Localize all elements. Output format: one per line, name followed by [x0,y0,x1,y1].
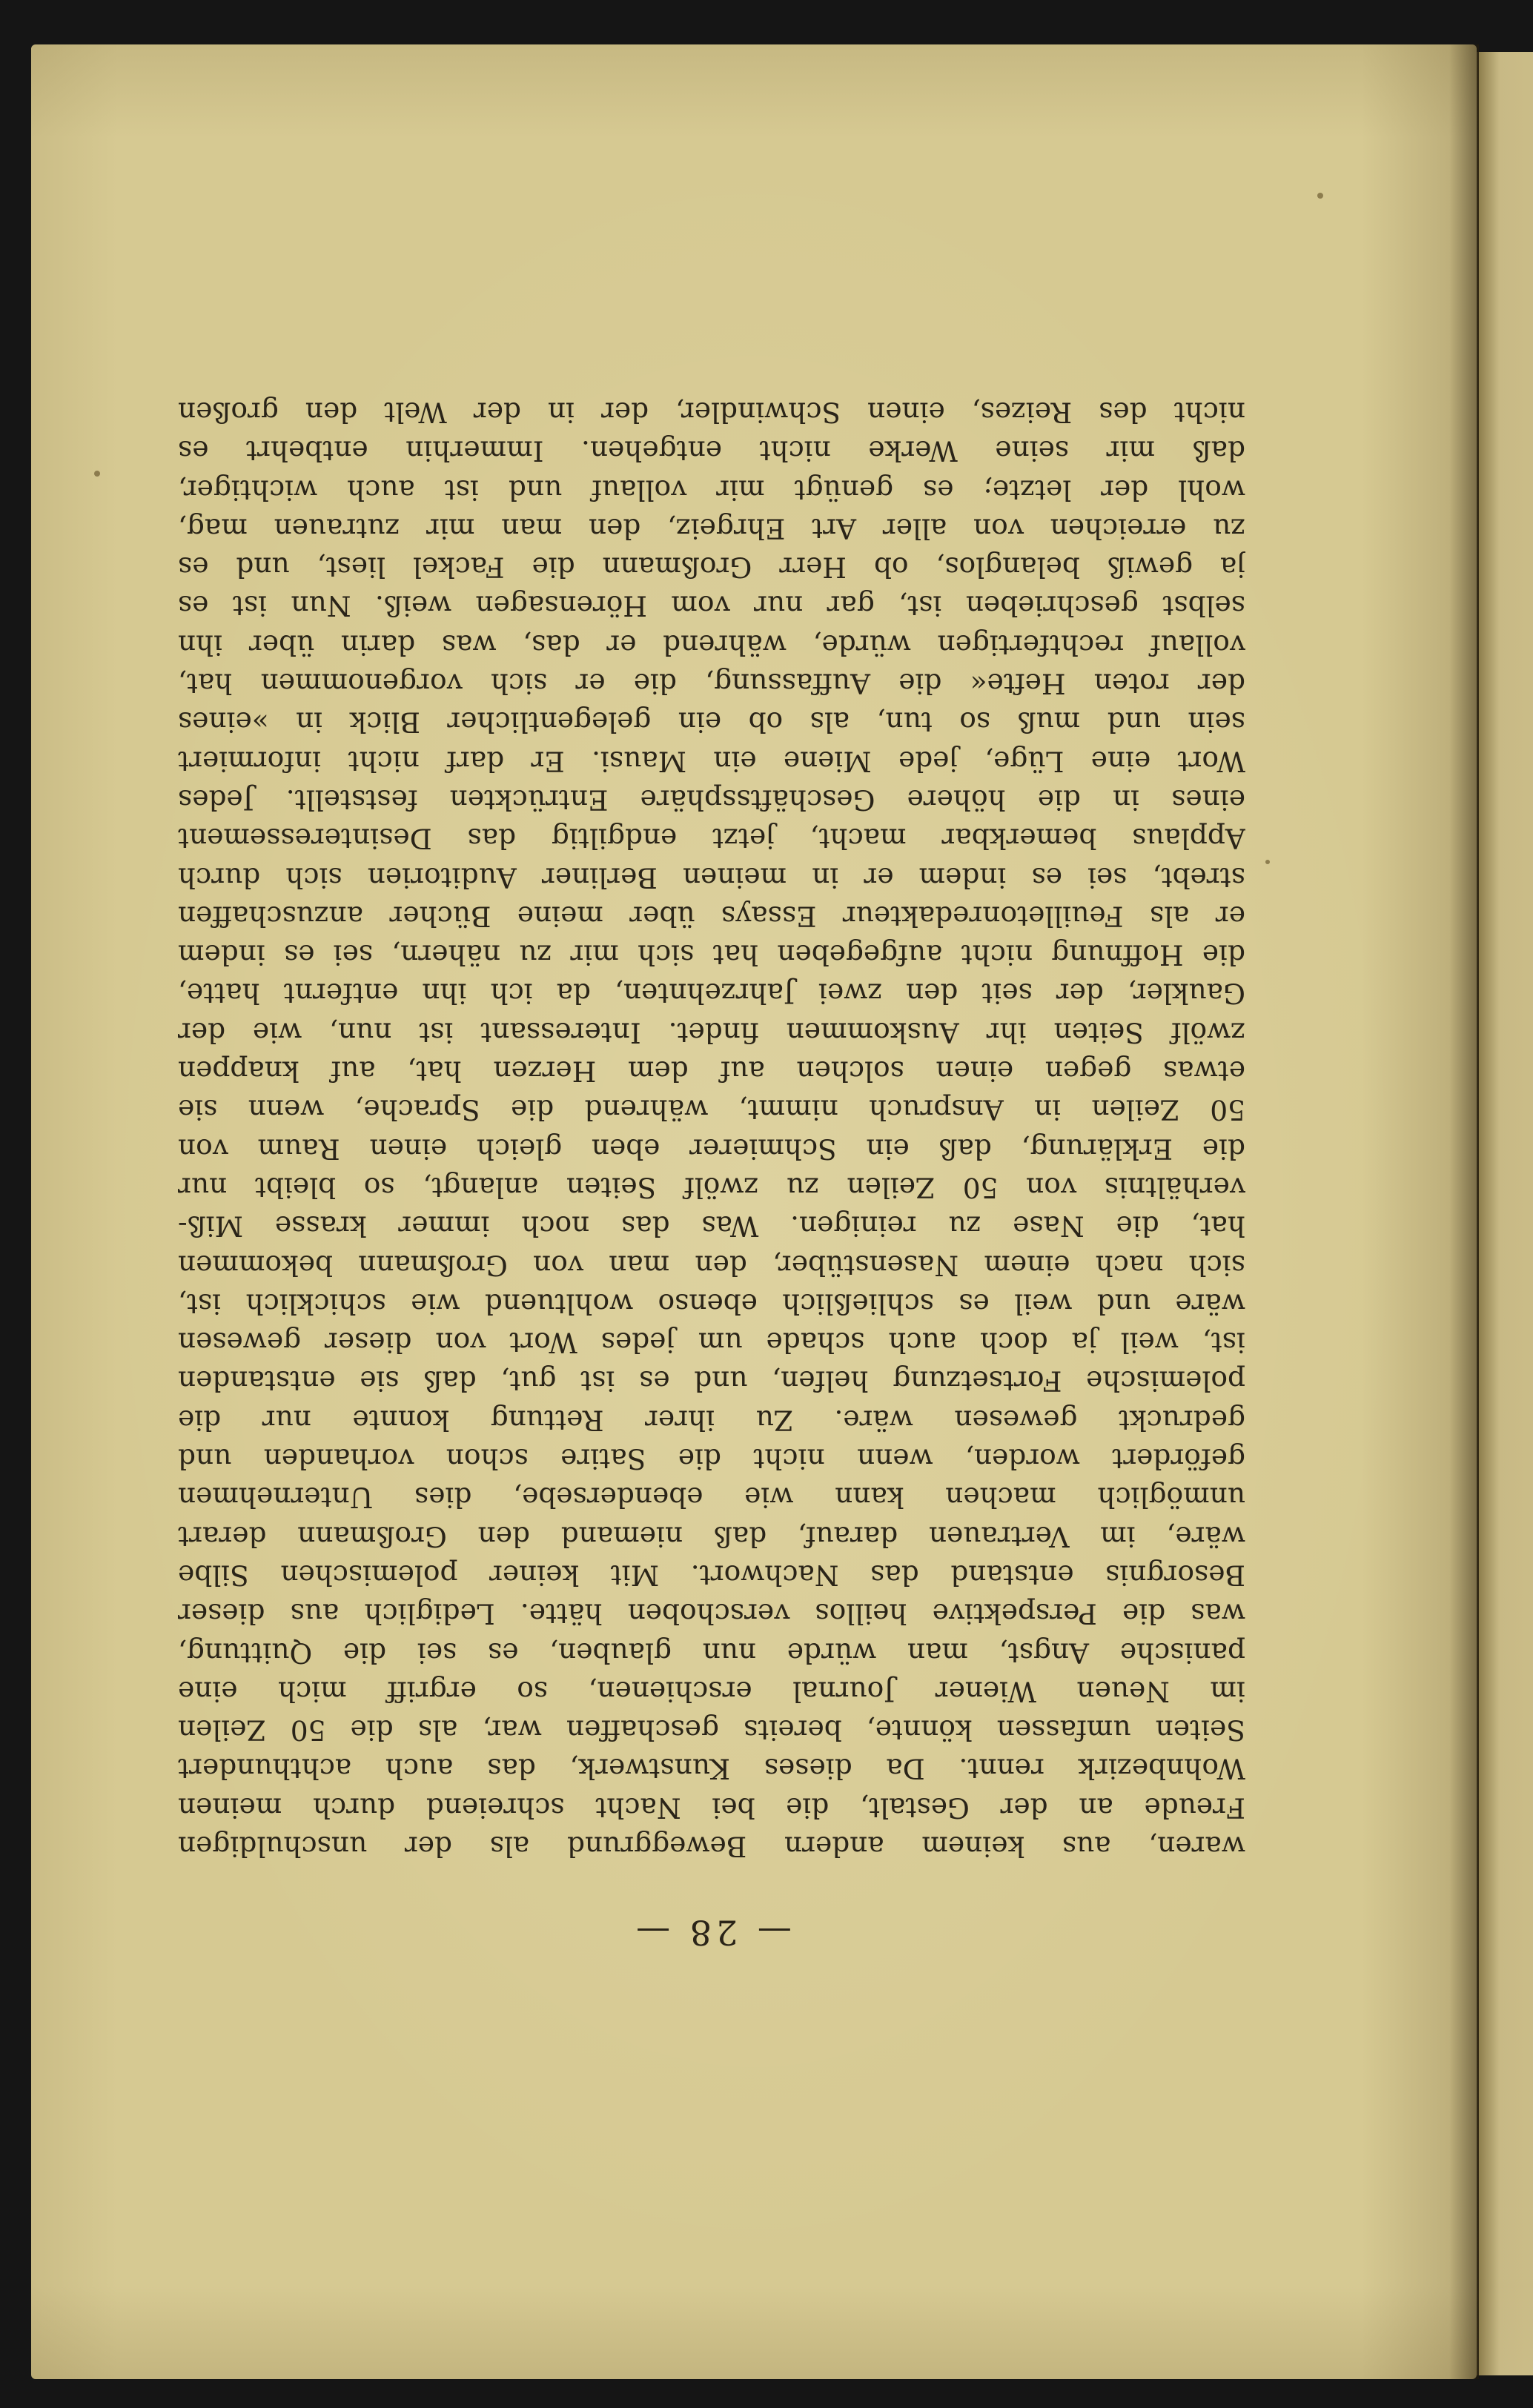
text-line: selbst geschrieben ist, gar nur vom Hörensagen weiß. Nun ist es [178,589,1245,623]
text-line: 50 Zeilen in Anspruch nimmt, während die Sprache, wenn sie [178,1093,1245,1127]
paper-speck [94,471,100,477]
text-line: er als Feuilletonredakteur Essays über meine Bücher anzuschaffen [178,900,1245,933]
text-line: Wort eine Lüge, jede Miene ein Mausi. Er darf nicht informiert [178,744,1245,777]
text-line: sich nach einem Nasenstüber, den man von Großmann bekommen [178,1248,1245,1281]
paper-speck [1265,860,1270,864]
text-line: der roten Hefte« die Auffassung, die er sich vorgenommen hat, [178,667,1245,700]
text-line: gefördert worden, wenn nicht die Satire schon vorhanden und [178,1442,1245,1476]
text-line: Wohnbezirk rennt. Da dieses Kunstwerk, das auch achthundert [178,1752,1245,1785]
text-line: Applaus bemerkbar macht, jetzt endgiltig das Desinteressement [178,822,1245,855]
text-line: im Neuen Wiener Journal erschienen, so ergriff mich eine [178,1675,1245,1708]
text-line: wäre und weil es schließlich ebenso wohltuend wie schicklich ist, [178,1287,1245,1321]
text-line: zu erreichen von aller Art Ehrgeiz, den man mir zutrauen mag, [178,512,1245,545]
text-line: waren, aus keinem andern Beweggrund als der unschuldigen [178,1830,1245,1863]
adjacent-page-edge [1477,52,1533,2375]
text-line: zwölf Seiten ihr Auskommen findet. Interessant ist nun, wie der [178,1016,1245,1049]
text-line: wohl der letzte; es genügt mir vollauf und ist auch wichtiger, [178,473,1245,506]
text-line: Besorgnis entstand das Nachwort. Mit keiner polemischen Silbe [178,1559,1245,1592]
text-line: vollauf rechtfertigen würde, während er das, was darin über ihn [178,628,1245,662]
text-line: strebt, sei es indem er in meinen Berliner Auditorien sich durch [178,860,1245,894]
text-line: ist, weil ja doch auch schade um jedes Wort von dieser gewesen [178,1326,1245,1359]
text-line: was die Perspektive heillos verschoben hätte. Lediglich aus dieser [178,1597,1245,1631]
page-number: — 28 — [632,1912,792,1953]
paper-speck [1317,193,1323,199]
text-line: Seiten umfassen könnte, bereits geschaffen war, als die 50 Zeilen [178,1714,1245,1747]
text-line: die Hoffnung nicht aufgegeben hat sich mir zu nähern, sei es indem [178,938,1245,972]
text-line: Gaukler, der seit den zwei Jahrzehnten, da ich ihn entfernt hatte, [178,977,1245,1010]
text-line: etwas gegen einen solchen auf dem Herzen hat, auf knappen [178,1055,1245,1088]
text-line: nicht des Reizes, einen Schwindler, der in der Welt den großen [178,396,1245,429]
text-line: polemische Fortsetzung helfen, und es ist gut, daß sie entstanden [178,1364,1245,1398]
text-line: sein und muß so tun, als ob ein gelegentlicher Blick in »eines [178,706,1245,739]
text-line: unmöglich machen kann wie ebendersebe, dies Unternehmen [178,1481,1245,1514]
spine-shadow [1449,44,1479,2379]
text-line: wäre, im Vertrauen darauf, daß niemand den Großmann derart [178,1519,1245,1553]
body-text [178,393,1245,1865]
text-line: ja gewiß belanglos, ob Herr Großmann die Fackel liest, und es [178,551,1245,584]
text-line: gedruckt gewesen wäre. Zu ihrer Rettung konnte nur die [178,1404,1245,1437]
text-line: daß mir seine Werke nicht entgehen. Immerhin entbehrt es [178,434,1245,468]
text-line: die Erklärung, daß ein Schmierer eben gleich einen Raum von [178,1132,1245,1165]
text-line: Freude an der Gestalt, die bei Nacht schreiend durch meinen [178,1791,1245,1824]
rotated-text-block [178,393,1245,1954]
text-line: panische Angst, man würde nun glauben, es sei die Quittung, [178,1636,1245,1669]
text-line: hat, die Nase zu reinigen. Was das noch immer krasse Miß- [178,1210,1245,1243]
text-line: eines in die höhere Geschäftssphäre Entrückten feststellt. Jedes [178,783,1245,817]
text-line: verhältnis von 50 Zeilen zu zwölf Seiten anlangt, so bleibt nur [178,1171,1245,1204]
